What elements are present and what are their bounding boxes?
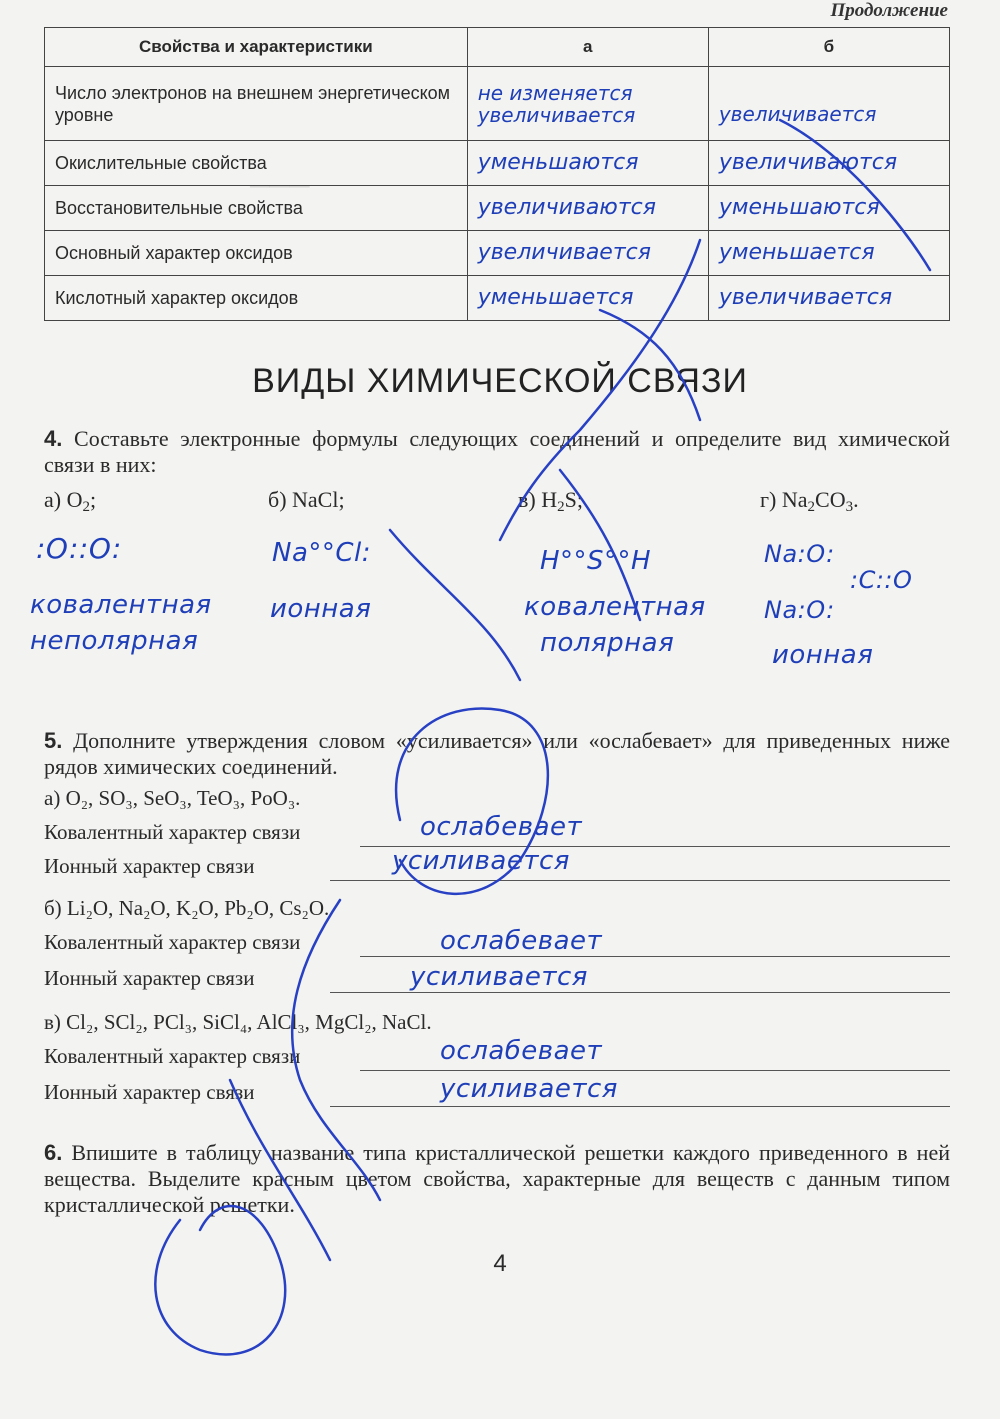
handwritten-answer: увеличивается (477, 102, 636, 127)
handwritten-answer: уменьшается (718, 240, 875, 265)
table-header-b: б (708, 28, 949, 67)
series-c: в) Cl₂, SCl₂, PCl₃, SiCl₄, AlCl₃, MgCl₂, NaCl. (44, 1010, 432, 1034)
show-through-text: ─── (250, 170, 310, 201)
hw-answer: ослабевает (440, 1036, 603, 1066)
scribble-stroke (390, 530, 520, 680)
handwritten-answer: увеличивается (477, 240, 651, 265)
task-text: Составьте электронные формулы следующих соединений и определите вид химической связи в них: (44, 426, 951, 477)
scribble-stroke (780, 120, 930, 270)
scribble-stroke (560, 470, 640, 620)
compound-subscript: 3 (845, 499, 854, 515)
scribble-stroke (600, 310, 700, 420)
hw-bond-type: неполярная (30, 626, 199, 656)
page-number: 4 (493, 1250, 507, 1277)
row-name: Основный характер оксидов (45, 231, 468, 276)
row-name: Восстановительные свойства (45, 186, 468, 231)
compound-subscript: 2 (557, 499, 565, 515)
continued-label: Продолжение (830, 0, 948, 21)
scribble-stroke (500, 240, 700, 540)
task-number: 6. (44, 1140, 63, 1165)
compound-label: г) Na (760, 487, 808, 512)
ionic-label: Ионный характер связи (44, 1080, 255, 1104)
scribble-stroke (155, 1206, 285, 1354)
series-a: а) O₂, SO₃, SeO₃, TeO₃, PoO₃. (44, 786, 301, 810)
ionic-label: Ионный характер связи (44, 854, 255, 878)
hw-formula-na2co3: Na:O: (764, 596, 835, 624)
hw-answer: ослабевает (440, 926, 603, 956)
table-header-a: а (467, 28, 708, 67)
handwritten-answer: уменьшается (477, 285, 634, 310)
section-title: ВИДЫ ХИМИЧЕСКОЙ СВЯЗИ (252, 362, 748, 400)
hw-formula-na2co3: :C::O (850, 566, 913, 594)
task-number: 4. (44, 426, 63, 451)
compound-label: а) O (44, 487, 83, 512)
compound-tail: . (853, 487, 859, 512)
handwritten-answer: увеличивается (718, 285, 893, 310)
hw-bond-type: ковалентная (524, 592, 706, 622)
hw-answer: усиливается (410, 962, 588, 992)
hw-formula-na2co3: Na:O: (764, 540, 835, 568)
table-header-properties: Свойства и характеристики (45, 28, 468, 67)
scribble-stroke (292, 900, 380, 1200)
task-text: Впишите в таблицу название типа кристаллической решетки каждого приведенного в ней вещества. Выделите красным цветом свойства, характерные для веществ с данным типом кристаллической решетки. (44, 1140, 950, 1217)
compound-tail: S; (564, 487, 583, 512)
hw-bond-type: ионная (772, 640, 874, 670)
row-name: Кислотный характер оксидов (45, 276, 468, 321)
handwritten-answer: уменьшаются (477, 150, 639, 175)
series-b: б) Li₂O, Na₂O, K₂O, Pb₂O, Cs₂O. (44, 896, 330, 920)
scribble-stroke (396, 708, 548, 893)
compound-subscript: 2 (807, 499, 816, 515)
handwritten-answer: уменьшаются (718, 195, 880, 220)
hw-formula-o2: :O::O: (36, 532, 122, 565)
compound-tail: CO (815, 487, 846, 512)
covalent-label: Ковалентный характер связи (44, 930, 301, 954)
covalent-label: Ковалентный характер связи (44, 1044, 301, 1068)
hw-formula-h2s: H°°S°°H (540, 546, 652, 576)
hw-bond-type: ковалентная (30, 590, 212, 620)
ionic-label: Ионный характер связи (44, 966, 255, 990)
handwritten-answer: увеличиваются (718, 150, 898, 175)
row-name: Число электронов на внешнем энергетическом уровне (45, 67, 468, 141)
hw-answer: усиливается (440, 1074, 618, 1104)
compound-label: в) H (518, 487, 558, 512)
task-text: Дополните утверждения словом «усиливается» или «ослабевает» для приведенных ниже рядов химических соединений. (44, 728, 951, 779)
hw-bond-type: полярная (540, 628, 675, 658)
compound-tail: ; (89, 487, 97, 512)
handwritten-answer: увеличиваются (477, 195, 656, 220)
compound-label: б) NaCl; (268, 487, 345, 512)
task-number: 5. (44, 728, 63, 753)
handwritten-answer: не изменяется (477, 80, 633, 105)
hw-formula-nacl: Na°°Cl: (272, 538, 372, 568)
hw-answer: ослабевает (420, 812, 583, 842)
handwritten-answer: увеличивается (718, 101, 877, 126)
row-name: Окислительные свойства (45, 141, 468, 186)
compound-subscript: 2 (82, 499, 90, 515)
hw-answer: усиливается (392, 846, 570, 876)
covalent-label: Ковалентный характер связи (44, 820, 301, 844)
hw-bond-type: ионная (270, 594, 372, 624)
